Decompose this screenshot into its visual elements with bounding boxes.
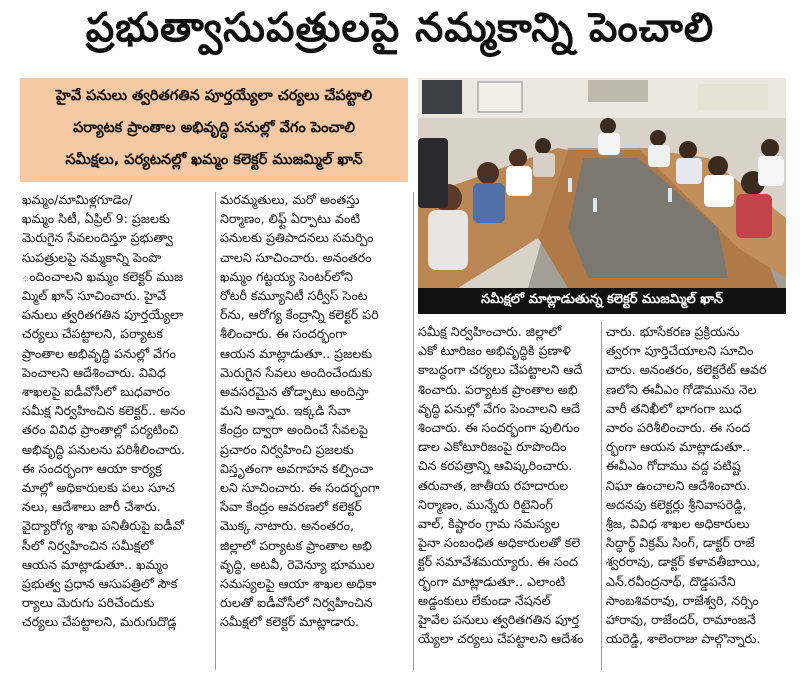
article-column-1-text: ఖమ్మం/మామిళ్లగూడెం/ ఖమ్మం సిటీ, ఏప్రిల్ 9: ప్రజలకు మెరుగైన సేవలందిస్తూ ప్రభుత్వా సుపత్రులపై నమ్మకాన్ని పెంపొ ందించాలని ఖమ్మం కలెక్టర్ ముజ మ్మిల్ ఖాన్ సూచించారు. హైవే పనులు త్వరితగతిన పూర్తయ్యేలా చర్యలు చేపట్టాలని, పర్యాటక ప్రాంతాల అభివృద్ధి పనుల్లో వేగం పెంచాలని ఆదేశించారు. వివిధ శాఖలపై ఐడీవోసీలో బుధవారం సమీక్ష నిర్వహించిన కలెక్టర్.. అనం తరం వివిధ ప్రాంతాల్లో పర్యటించి అభివృద్ధి పనులను పరిశీలించారు. ఈ సందర్భంగా ఆయా కార్యక్ర మాల్లో అధికారులకు పలు సూచ నలు, ఆదేశాలు జారీ చేశారు. వైద్యారోగ్య శాఖ పనితీరుపై ఐడీవో సీలో నిర్వహించిన సమీక్షలో ఆయన మాట్లాడుతూ.. ఖమ్మం ప్రభుత్వ ప్రధాన ఆసుపత్రిలో సౌక ర్యాలు మెరుగు పరిచేందుకు చర్యలు చేపట్టాలని, మరుగుదొడ్ల — [22, 192, 186, 630]
column-divider — [601, 322, 602, 670]
headline: ప్రభుత్వాసుపత్రులపై నమ్మకాన్ని పెంచాలి — [85, 5, 715, 51]
column-divider — [413, 192, 414, 670]
article-column-2-text: మరమ్మతులు, మరో అంతస్తు నిర్మాణం, లిఫ్ట్ ఏర్పాటు వంటి పనులకు ప్రతిపాదనలు సమర్పిం చాలని సూచించారు. అనంతరం ఖమ్మం గట్టయ్య సెంటర్‌లోని రోటరీ కమ్యూనిటీ సర్వీస్ సెంట ర్‌ను, ఆరోగ్య కేంద్రాన్ని కలెక్టర్ పరి శీలించారు. ఈ సందర్భంగా ఆయన మాట్లాడుతూ.. ప్రజలకు మెరుగైన సేవలు అందించేందుకు అవసరమైన తోడ్పాటు అందిస్తా మని అన్నారు. ఇక్కడి సేవా కేంద్రం ద్వారా అందించే సేవలపై ప్రచారం నిర్వహించి ప్రజలకు విస్తృతంగా అవగాహన కల్పించా లని సూచించారు. ఈ సందర్భంగా సేవా కేంద్రం ఆవరణలో కలెక్టర్ మొక్క నాటారు. అనంతరం, జిల్లాలో పర్యాటక ప్రాంతాల అభి వృద్ధి, అటవీ, రెవెన్యూ భూముల సమస్యలపై ఆయా శాఖల అధికా రులతో ఐడీవోసీలో నిర్వహించిన సమీక్షలో కలెక్టర్ మాట్లాడారు. — [220, 192, 380, 630]
meeting-photo — [418, 78, 786, 288]
meeting-photo-image — [418, 78, 786, 288]
article-column-4-text: చారు. భూసేకరణ ప్రక్రియను త్వరగా పూర్తిచేయాలని సూచిం చారు. అనంతరం, కలెక్టరేట్ ఆవర ణలోని ఈవీఎం గోడౌమును నెల వారీ తనిఖీలో భాగంగా బుధ వారం పరిశీలించారు. ఈ సంద ర్భంగా ఆయన మాట్లాడుతూ.. ఈవీఎం గోదాము వద్ద పటిష్ట నిఘా ఉంచాలని ఆదేశించారు. అదనపు కలెక్టర్లు శ్రీనివాసరెడ్డి, శ్రీజ, వివిధ శాఖల అధికారులు సిద్ధార్థ్ విక్రమ్ సింగ్, డాక్టర్ రాజే శ్వరరావు, డాక్టర్ కళావతీబాయి, ఎన్.రవీంద్రనాథ్, దొడ్డపనేని సాంబశివరావు, రాజేశ్వరి, నర్సిం హారావు, రాజేందర్, రామాంజనే యరెడ్డి, శాలెంరాజు పాల్గొన్నారు. — [606, 324, 767, 647]
subhead-box — [20, 78, 408, 182]
article-column-1 — [22, 190, 212, 672]
article-column-2 — [220, 190, 408, 672]
subhead-line-3: సమీక్షలు, పర్యటనల్లో ఖమ్మం కలెక్టర్ ముజమ్మిల్ ఖాన్ — [65, 152, 363, 168]
article-column-3-text: సమీక్ష నిర్వహించారు. జిల్లాలో ఎకో టూరిజం అభివృద్ధికి ప్రణాళి కాబద్ధంగా చర్యలు చేపట్టాలని ఆదే శించారు. పర్యాటక ప్రాంతాల అభి వృద్ధి పనుల్లో వేగం పెంచాలని ఆదే శించారు. ఈ సందర్భంగా పులిగుం డాల ఎకోటూరిజంపై రూపొందిం చిన కరపత్రాన్ని ఆవిష్కరించారు. తరువాత, జాతీయ రహదారుల నిర్మాణం, మున్నేరు రిటైనింగ్ వాల్, కిష్టారం గ్రామ సమస్యల పైనా సంబంధిత అధికారులతో కలె క్టర్ సమావేశమయ్యారు. ఈ సంద ర్భంగా మాట్లాడుతూ.. ఎలాంటి అడ్డంకులు లేకుండా నేషనల్ హైవేల పనులు త్వరితగతిన పూర్త య్యేలా చర్యలు చేపట్టాలని ఆదేశం — [418, 324, 584, 647]
subhead-line-2: పర్యాటక ప్రాంతాల అభివృద్ధి పనుల్లో వేగం పెంచాలి — [72, 120, 356, 136]
photo-caption: సమీక్షలో మాట్లాడుతున్న కలెక్టర్ ముజమ్మిల్ ఖాన్ — [418, 288, 786, 314]
subhead-line-1: హైవే పనులు త్వరితగతిన పూర్తయ్యేలా చర్యలు చేపట్టాలి — [55, 88, 373, 104]
column-divider — [215, 192, 216, 670]
article-column-4 — [606, 322, 790, 672]
article-column-3 — [418, 322, 598, 672]
